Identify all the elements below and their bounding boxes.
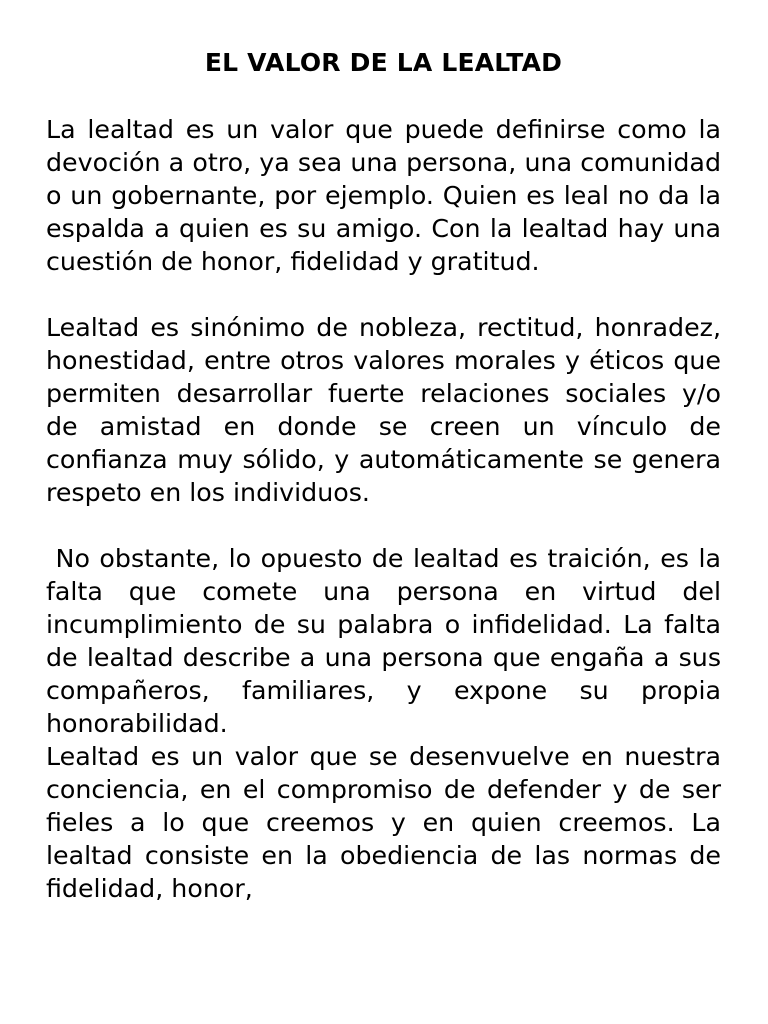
paragraph-conscience: Lealtad es un valor que se desenvuelve en nuestra conciencia, en el compromiso de defender y de ser fieles a lo que creemos y en quien creemos. La lealtad consiste en la obediencia de las normas de fidelidad, honor, bbox=[46, 742, 721, 903]
paragraph-spacer bbox=[46, 509, 721, 542]
paragraph-definition: La lealtad es un valor que puede definirse como la devoción a otro, ya sea una persona, una comunidad o un gobernante, por ejemplo. Quien es leal no da la espalda a quien es su amigo. Con la lealtad hay una cuestión de honor, fidelidad y gratitud. bbox=[46, 115, 721, 276]
paragraph-synonyms: Lealtad es sinónimo de nobleza, rectitud, honradez, honestidad, entre otros valores morales y éticos que permiten desarrollar fuerte relaciones sociales y/o de amistad en donde se creen un vínculo de confianza muy sólido, y automáticamente se genera respeto en los individuos. bbox=[46, 313, 721, 507]
document-page bbox=[46, 0, 730, 905]
paragraph-opposite: No obstante, lo opuesto de lealtad es traición, es la falta que comete una persona en virtud del incumplimiento de su palabra o infidelidad. La falta de lealtad describe a una persona que engaña a sus compañeros, familiares, y expone su propia honorabilidad. bbox=[46, 544, 730, 738]
document-title: EL VALOR DE LA LEALTAD bbox=[204, 48, 563, 77]
paragraph-spacer bbox=[46, 278, 721, 311]
